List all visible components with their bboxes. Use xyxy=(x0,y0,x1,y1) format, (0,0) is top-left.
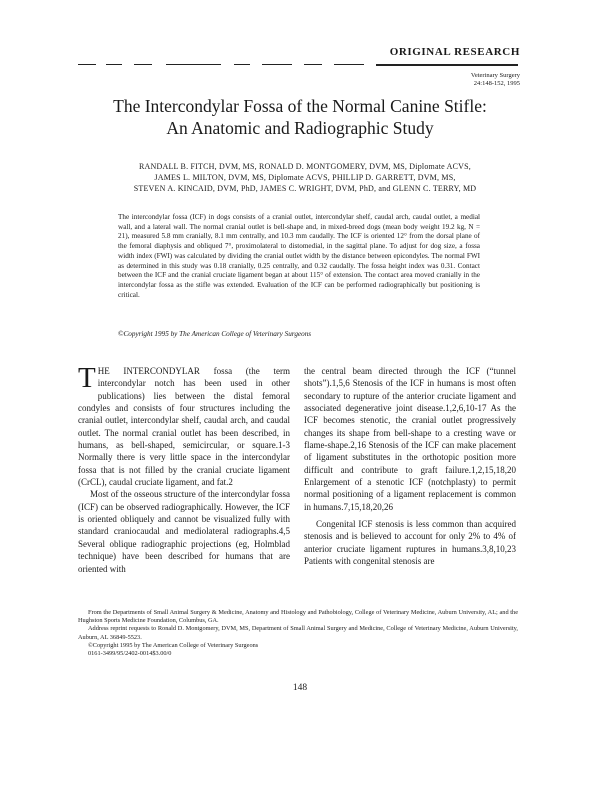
footnote-copyright: ©Copyright 1995 by The American College of Veterinary Surgeons xyxy=(88,641,259,649)
title-line-1: The Intercondylar Fossa of the Normal Canine Stifle: xyxy=(113,96,487,116)
paragraph: Most of the osseous structure of the intercondylar fossa (ICF) can be observed radiographically. However, the ICF is oriented obliquely and cannot be visualized fully with standard craniocaudal and mediolateral radiographs.4,5 Several oblique radiographic projections (eg, Holmblad technique) have been described for humans that are oriented with xyxy=(78,489,290,574)
author-line: STEVEN A. KINCAID, DVM, PhD, JAMES C. WRIGHT, DVM, PhD, and GLENN C. TERRY, MD xyxy=(133,184,477,193)
paragraph: Congenital ICF stenosis is less common than acquired stenosis and is believed to account for only 2% to 4% of anterior cruciate ligament ruptures in humans.3,8,10,23 Patients with congenital stenosis are xyxy=(304,519,516,567)
header-rules xyxy=(78,64,518,65)
abstract: The intercondylar fossa (ICF) in dogs consists of a cranial outlet, intercondylar shelf, caudal arch, caudal outlet, a medial wall, and a lateral wall. The normal cranial outlet is bell-shape and, in mixed-breed dogs (mean body weight 19.2 kg, N = 21), measured 5.8 mm cranially, 8.1 mm centrally, and 10.3 mm caudally. The ICF is oriented 12° from the dorsal plane of the femoral diaphysis and obliqued 7°, proximolateral to distomedial, in the sagittal plane. To adjust for dog size, a fossa width index (FWI) was calculated by dividing the cranial outlet width by the distance between epicondyles. The normal FWI as determined in this study was 0.18 cranially, 0.25 centrally, and 0.32 caudally. The fossa height index was 0.31. Contact between the ICF and the cranial cruciate ligament began at about 115° of extension. The contact area moved cranially in the intercondylar fossa as the stifle was extended. Evaluation of the ICF can be performed radiographically but positioning is critical. xyxy=(118,213,480,299)
journal-info xyxy=(471,72,520,88)
footnote-code: 0161-3499/95/2402-0014$3.00/0 xyxy=(88,650,172,658)
journal-name: Veterinary Surgery xyxy=(470,72,520,79)
drop-cap: T xyxy=(78,362,96,394)
paragraph-text: HE INTERCONDYLAR fossa (the term intercondylar notch has been used in other publications) lies between the distal femoral condyles and consists of four structures including the cranial outlet, intercondylar shelf, caudal arch, and caudal outlet. The normal cranial outlet has been described, in humans, as bell-shaped, semicircular, or square.1-3 Normally there is very little space in the intercondylar fossa that is not filled by the cranial cruciate ligament (CrCL), caudal cruciate ligament, and fat.2 xyxy=(78,366,290,488)
author-line: RANDALL B. FITCH, DVM, MS, RONALD D. MONTGOMERY, DVM, MS, Diplomate ACVS, xyxy=(139,162,471,171)
footnote-address: Address reprint requests to Ronald D. Montgomery, DVM, MS, Department of Small Animal Surgery and Medicine, College of Veterinary Medicine, Auburn University, Auburn, AL 36849-5523. xyxy=(78,625,518,641)
author-list xyxy=(90,161,520,194)
footnotes xyxy=(78,609,518,658)
abstract-copyright: ©Copyright 1995 by The American College of Veterinary Surgeons xyxy=(118,330,312,338)
body-column-left xyxy=(78,362,290,575)
body-column-right xyxy=(304,365,516,568)
journal-citation: 24:148-152, 1995 xyxy=(473,80,520,87)
page-number: 148 xyxy=(292,683,308,693)
article-title xyxy=(60,95,540,139)
section-label: ORIGINAL RESEARCH xyxy=(389,46,520,58)
title-line-2: An Anatomic and Radiographic Study xyxy=(166,118,434,138)
author-line: JAMES L. MILTON, DVM, MS, Diplomate ACVS, PHILLIP D. GARRETT, DVM, MS, xyxy=(154,173,456,182)
paragraph xyxy=(78,362,290,488)
footnote-affiliation: From the Departments of Small Animal Surgery & Medicine, Anatomy and Histology and Pathobiology, College of Veterinary Medicine, Auburn University, AL; and the Hughston Sports Medicine Foundation, Columbus, GA. xyxy=(78,609,518,625)
paragraph: the central beam directed through the ICF (“tunnel shots”).1,5,6 Stenosis of the ICF in humans is most often secondary to rupture of the anterior cruciate ligament and associated degenerative joint disease.1,2,6,10-17 As the ICF becomes stenotic, the cranial outlet progressively changes its shape from bell-shape to a cresting wave or flame-shape.2,16 Stenosis of the ICF can make placement of ligament substitutes in the orthotopic position more difficult and contribute to graft failure.1,2,15,18,20 Enlargement of a stenotic ICF (notchplasty) to permit normal positioning of a ligament replacement is common in humans.7,15,18,20,26 xyxy=(304,366,516,512)
